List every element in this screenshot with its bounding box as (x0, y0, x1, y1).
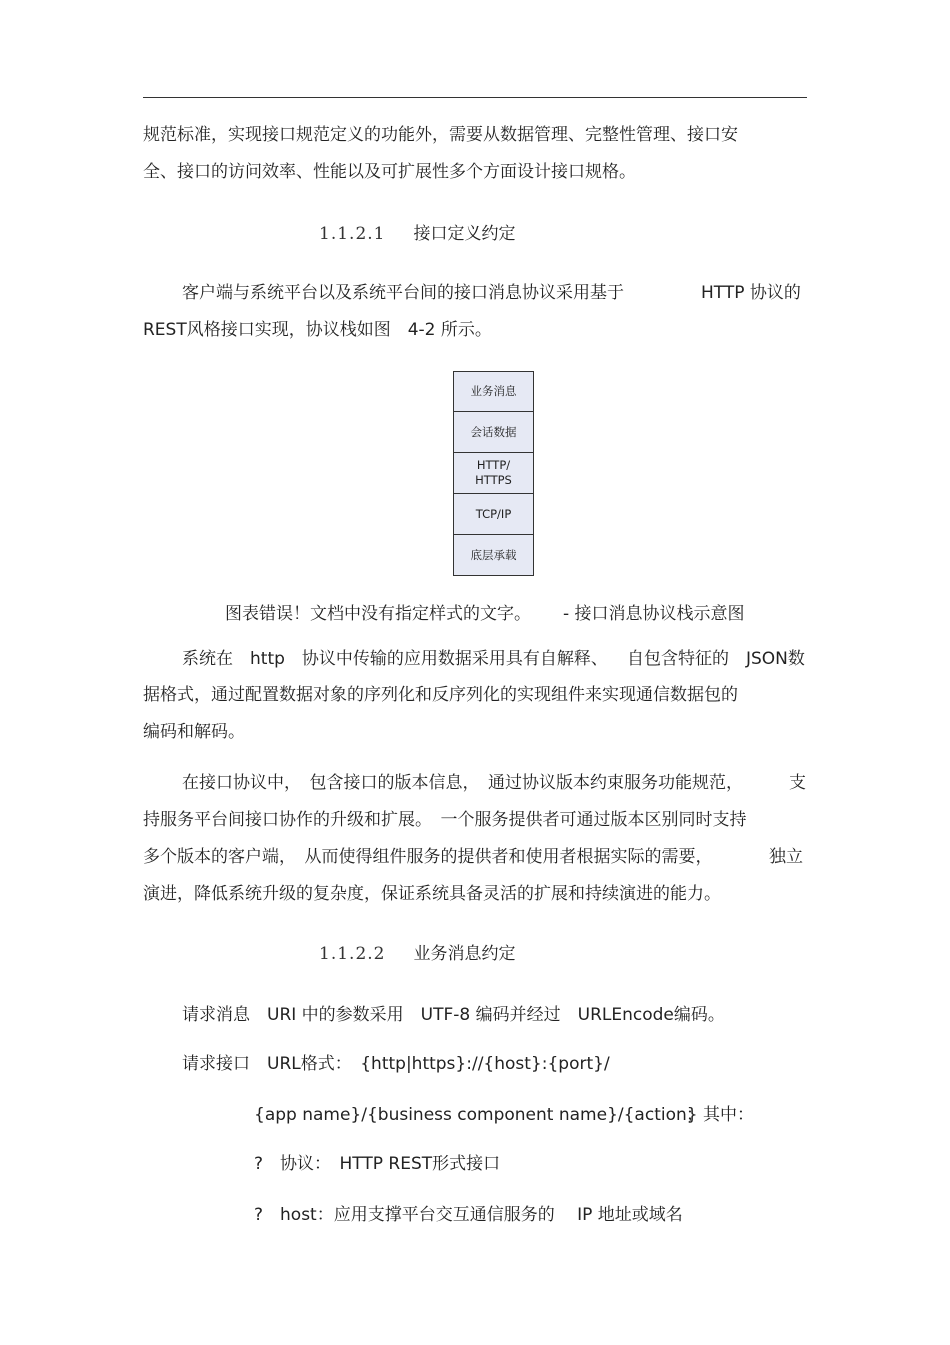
paragraph-5-line-3: {app name}/{business component name}/{action} (254, 1105, 698, 1125)
paragraph-4-line-3: 多个版本的客户端， 从而使得组件服务的提供者和使用者根据实际的需要， (143, 847, 713, 867)
paragraph-5-line-3-tail: ；其中： (686, 1105, 754, 1125)
stack-layer-session-data: 会话数据 (453, 412, 534, 453)
protocol-stack-diagram (453, 371, 534, 576)
section-title: 业务消息约定 (413, 944, 516, 964)
paragraph-2-text-a: 客户端与系统平台以及系统平台间的接口消息协议采用基于 (182, 283, 624, 303)
paragraph-2-line-2: REST风格接口实现，协议栈如图 4-2 所示。 (143, 320, 492, 340)
paragraph-2-line-1-tail: HTTP 协议的 (701, 283, 801, 303)
paragraph-3-line-2: 据格式，通过配置数据对象的序列化和反序列化的实现组件来实现通信数据包的 (143, 685, 738, 705)
figure-caption-right: - 接口消息协议栈示意图 (563, 604, 745, 624)
stack-layer-bearer: 底层承载 (453, 535, 534, 576)
bullet-host: ? host：应用支撑平台交互通信服务的 IP 地址或域名 (254, 1205, 683, 1225)
paragraph-2-line-1 (182, 282, 624, 304)
paragraph-3-line-1-tail: 自包含特征的 JSON数 (627, 649, 805, 669)
section-heading-1 (319, 223, 515, 245)
section-title: 接口定义约定 (413, 224, 516, 244)
bullet-protocol: ? 协议： HTTP REST形式接口 (254, 1154, 501, 1174)
paragraph-3-line-3: 编码和解码。 (143, 722, 245, 742)
paragraph-4-line-2: 持服务平台间接口协作的升级和扩展。 一个服务提供者可通过版本区别同时支持 (143, 810, 747, 830)
paragraph-4-line-1: 在接口协议中， 包含接口的版本信息， 通过协议版本约束服务功能规范， (182, 773, 743, 793)
paragraph-1-line-2: 全、接口的访问效率、性能以及可扩展性多个方面设计接口规格。 (143, 162, 636, 182)
stack-layer-tcpip: TCP/IP (453, 494, 534, 535)
paragraph-3-line-1: 系统在 http 协议中传输的应用数据采用具有自解释、 (182, 649, 608, 669)
paragraph-5-line-1: 请求消息 URI 中的参数采用 UTF-8 编码并经过 URLEncode编码。 (182, 1005, 725, 1025)
header-rule (143, 97, 807, 98)
paragraph-4-line-4: 演进，降低系统升级的复杂度，保证系统具备灵活的扩展和持续演进的能力。 (143, 884, 721, 904)
paragraph-1-line-1: 规范标准，实现接口规范定义的功能外，需要从数据管理、完整性管理、接口安 (143, 125, 738, 145)
section-number: 1.1.2.1 (319, 224, 386, 244)
paragraph-4-line-3-tail: 独立 (769, 847, 803, 867)
stack-layer-http: HTTP/ HTTPS (453, 453, 534, 494)
paragraph-4-line-1-tail: 支 (789, 773, 806, 793)
section-number: 1.1.2.2 (319, 944, 386, 964)
figure-caption-left: 图表错误！文档中没有指定样式的文字。 (225, 604, 531, 624)
section-heading-2 (319, 943, 515, 965)
paragraph-5-line-2: 请求接口 URL格式： {http|https}://{host}:{port}/ (182, 1054, 610, 1074)
stack-layer-business-message: 业务消息 (453, 371, 534, 412)
